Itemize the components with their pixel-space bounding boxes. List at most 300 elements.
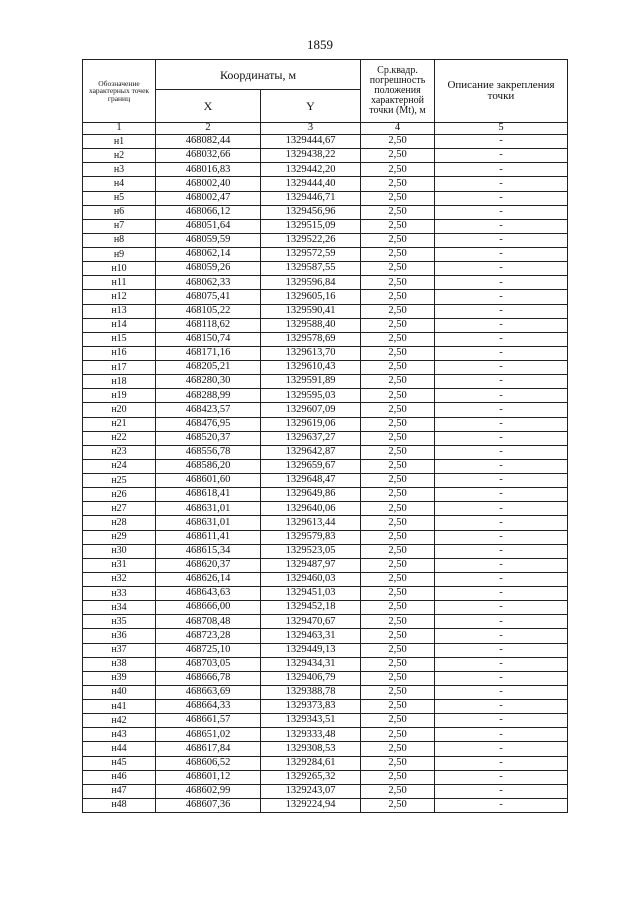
x-cell: 468611,41 — [156, 530, 261, 544]
x-cell: 468150,74 — [156, 332, 261, 346]
description-cell: - — [435, 502, 568, 516]
table-row — [83, 262, 568, 276]
x-cell: 468631,01 — [156, 516, 261, 530]
accuracy-cell: 2,50 — [361, 332, 435, 346]
accuracy-cell: 2,50 — [361, 375, 435, 389]
y-cell: 1329451,03 — [261, 587, 361, 601]
table-row — [83, 488, 568, 502]
table-row — [83, 798, 568, 812]
table-row — [83, 474, 568, 488]
table-row — [83, 361, 568, 375]
x-cell: 468617,84 — [156, 742, 261, 756]
point-cell: н18 — [83, 375, 156, 389]
description-cell: - — [435, 685, 568, 699]
y-cell: 1329434,31 — [261, 657, 361, 671]
accuracy-cell: 2,50 — [361, 205, 435, 219]
table-row — [83, 601, 568, 615]
accuracy-cell: 2,50 — [361, 544, 435, 558]
table-row — [83, 714, 568, 728]
accuracy-cell: 2,50 — [361, 163, 435, 177]
point-cell: н37 — [83, 643, 156, 657]
accuracy-cell: 2,50 — [361, 714, 435, 728]
y-cell: 1329515,09 — [261, 219, 361, 233]
accuracy-cell: 2,50 — [361, 135, 435, 149]
y-cell: 1329446,71 — [261, 191, 361, 205]
x-cell: 468606,52 — [156, 756, 261, 770]
header-description: Описание закрепления точки — [435, 60, 568, 123]
accuracy-cell: 2,50 — [361, 784, 435, 798]
y-cell: 1329522,26 — [261, 233, 361, 247]
x-cell: 468059,26 — [156, 262, 261, 276]
column-number-row — [83, 123, 568, 135]
x-cell: 468708,48 — [156, 615, 261, 629]
y-cell: 1329640,06 — [261, 502, 361, 516]
x-cell: 468051,64 — [156, 219, 261, 233]
description-cell: - — [435, 233, 568, 247]
table-row — [83, 728, 568, 742]
point-cell: н25 — [83, 474, 156, 488]
y-cell: 1329607,09 — [261, 403, 361, 417]
x-cell: 468666,78 — [156, 671, 261, 685]
table-row — [83, 643, 568, 657]
accuracy-cell: 2,50 — [361, 361, 435, 375]
description-cell: - — [435, 135, 568, 149]
point-cell: н4 — [83, 177, 156, 191]
description-cell: - — [435, 304, 568, 318]
table-row — [83, 459, 568, 473]
y-cell: 1329587,55 — [261, 262, 361, 276]
accuracy-cell: 2,50 — [361, 587, 435, 601]
x-cell: 468620,37 — [156, 558, 261, 572]
accuracy-cell: 2,50 — [361, 149, 435, 163]
x-cell: 468082,44 — [156, 135, 261, 149]
description-cell: - — [435, 558, 568, 572]
y-cell: 1329487,97 — [261, 558, 361, 572]
description-cell: - — [435, 262, 568, 276]
y-cell: 1329373,83 — [261, 700, 361, 714]
x-cell: 468066,12 — [156, 205, 261, 219]
x-cell: 468062,14 — [156, 248, 261, 262]
accuracy-cell: 2,50 — [361, 459, 435, 473]
description-cell: - — [435, 459, 568, 473]
table-row — [83, 502, 568, 516]
point-cell: н22 — [83, 431, 156, 445]
y-cell: 1329596,84 — [261, 276, 361, 290]
table-row — [83, 544, 568, 558]
table-row — [83, 276, 568, 290]
table-row — [83, 290, 568, 304]
description-cell: - — [435, 587, 568, 601]
point-cell: н19 — [83, 389, 156, 403]
description-cell: - — [435, 544, 568, 558]
table-row — [83, 403, 568, 417]
table-row — [83, 346, 568, 360]
accuracy-cell: 2,50 — [361, 191, 435, 205]
description-cell: - — [435, 346, 568, 360]
column-number: 4 — [361, 123, 435, 135]
y-cell: 1329452,18 — [261, 601, 361, 615]
y-cell: 1329456,96 — [261, 205, 361, 219]
y-cell: 1329463,31 — [261, 629, 361, 643]
table-row — [83, 135, 568, 149]
table-row — [83, 770, 568, 784]
point-cell: н1 — [83, 135, 156, 149]
y-cell: 1329442,20 — [261, 163, 361, 177]
column-number: 2 — [156, 123, 261, 135]
y-cell: 1329343,51 — [261, 714, 361, 728]
description-cell: - — [435, 770, 568, 784]
description-cell: - — [435, 375, 568, 389]
point-cell: н40 — [83, 685, 156, 699]
point-cell: н17 — [83, 361, 156, 375]
description-cell: - — [435, 714, 568, 728]
accuracy-cell: 2,50 — [361, 700, 435, 714]
x-cell: 468723,28 — [156, 629, 261, 643]
x-cell: 468703,05 — [156, 657, 261, 671]
table-row — [83, 671, 568, 685]
table-row — [83, 516, 568, 530]
description-cell: - — [435, 163, 568, 177]
y-cell: 1329333,48 — [261, 728, 361, 742]
description-cell: - — [435, 700, 568, 714]
accuracy-cell: 2,50 — [361, 643, 435, 657]
description-cell: - — [435, 417, 568, 431]
point-cell: н10 — [83, 262, 156, 276]
column-number: 5 — [435, 123, 568, 135]
point-cell: н15 — [83, 332, 156, 346]
point-cell: н46 — [83, 770, 156, 784]
point-cell: н34 — [83, 601, 156, 615]
accuracy-cell: 2,50 — [361, 798, 435, 812]
y-cell: 1329308,53 — [261, 742, 361, 756]
description-cell: - — [435, 643, 568, 657]
table-row — [83, 431, 568, 445]
accuracy-cell: 2,50 — [361, 431, 435, 445]
y-cell: 1329406,79 — [261, 671, 361, 685]
x-cell: 468661,57 — [156, 714, 261, 728]
header-x: X — [156, 90, 261, 123]
y-cell: 1329438,22 — [261, 149, 361, 163]
point-cell: н33 — [83, 587, 156, 601]
y-cell: 1329637,27 — [261, 431, 361, 445]
x-cell: 468288,99 — [156, 389, 261, 403]
accuracy-cell: 2,50 — [361, 389, 435, 403]
x-cell: 468280,30 — [156, 375, 261, 389]
y-cell: 1329444,40 — [261, 177, 361, 191]
y-cell: 1329449,13 — [261, 643, 361, 657]
x-cell: 468059,59 — [156, 233, 261, 247]
x-cell: 468171,16 — [156, 346, 261, 360]
x-cell: 468002,47 — [156, 191, 261, 205]
x-cell: 468664,33 — [156, 700, 261, 714]
x-cell: 468626,14 — [156, 572, 261, 586]
point-cell: н7 — [83, 219, 156, 233]
coordinates-table — [82, 59, 568, 813]
point-cell: н28 — [83, 516, 156, 530]
y-cell: 1329284,61 — [261, 756, 361, 770]
x-cell: 468423,57 — [156, 403, 261, 417]
table-row — [83, 163, 568, 177]
table-row — [83, 318, 568, 332]
header-row — [83, 60, 568, 90]
y-cell: 1329590,41 — [261, 304, 361, 318]
point-cell: н43 — [83, 728, 156, 742]
point-cell: н8 — [83, 233, 156, 247]
description-cell: - — [435, 205, 568, 219]
description-cell: - — [435, 318, 568, 332]
column-number: 3 — [261, 123, 361, 135]
accuracy-cell: 2,50 — [361, 262, 435, 276]
point-cell: н48 — [83, 798, 156, 812]
x-cell: 468476,95 — [156, 417, 261, 431]
y-cell: 1329265,32 — [261, 770, 361, 784]
accuracy-cell: 2,50 — [361, 615, 435, 629]
description-cell: - — [435, 445, 568, 459]
y-cell: 1329605,16 — [261, 290, 361, 304]
accuracy-cell: 2,50 — [361, 756, 435, 770]
table-row — [83, 587, 568, 601]
point-cell: н32 — [83, 572, 156, 586]
y-cell: 1329642,87 — [261, 445, 361, 459]
point-cell: н6 — [83, 205, 156, 219]
y-cell: 1329613,44 — [261, 516, 361, 530]
table-row — [83, 191, 568, 205]
y-cell: 1329579,83 — [261, 530, 361, 544]
x-cell: 468615,34 — [156, 544, 261, 558]
description-cell: - — [435, 389, 568, 403]
point-cell: н36 — [83, 629, 156, 643]
y-cell: 1329444,67 — [261, 135, 361, 149]
y-cell: 1329648,47 — [261, 474, 361, 488]
header-designation: Обозначение характерных точек границ — [83, 60, 156, 123]
table-row — [83, 375, 568, 389]
accuracy-cell: 2,50 — [361, 742, 435, 756]
table-row — [83, 629, 568, 643]
table-row — [83, 784, 568, 798]
point-cell: н12 — [83, 290, 156, 304]
description-cell: - — [435, 361, 568, 375]
page-number: 1859 — [307, 37, 333, 52]
table-row — [83, 417, 568, 431]
description-cell: - — [435, 219, 568, 233]
y-cell: 1329588,40 — [261, 318, 361, 332]
table-row — [83, 205, 568, 219]
point-cell: н11 — [83, 276, 156, 290]
accuracy-cell: 2,50 — [361, 502, 435, 516]
y-cell: 1329610,43 — [261, 361, 361, 375]
description-cell: - — [435, 572, 568, 586]
description-cell: - — [435, 149, 568, 163]
accuracy-cell: 2,50 — [361, 671, 435, 685]
table-row — [83, 233, 568, 247]
y-cell: 1329659,67 — [261, 459, 361, 473]
table-row — [83, 445, 568, 459]
table-row — [83, 304, 568, 318]
header-y: Y — [261, 90, 361, 123]
accuracy-cell: 2,50 — [361, 219, 435, 233]
description-cell: - — [435, 530, 568, 544]
table-row — [83, 332, 568, 346]
table-body — [83, 135, 568, 813]
description-cell: - — [435, 474, 568, 488]
table-row — [83, 685, 568, 699]
description-cell: - — [435, 784, 568, 798]
point-cell: н39 — [83, 671, 156, 685]
accuracy-cell: 2,50 — [361, 516, 435, 530]
point-cell: н2 — [83, 149, 156, 163]
accuracy-cell: 2,50 — [361, 290, 435, 304]
table-row — [83, 177, 568, 191]
y-cell: 1329578,69 — [261, 332, 361, 346]
point-cell: н42 — [83, 714, 156, 728]
y-cell: 1329243,07 — [261, 784, 361, 798]
table-row — [83, 756, 568, 770]
description-cell: - — [435, 798, 568, 812]
y-cell: 1329591,89 — [261, 375, 361, 389]
x-cell: 468602,99 — [156, 784, 261, 798]
description-cell: - — [435, 671, 568, 685]
description-cell: - — [435, 728, 568, 742]
point-cell: н5 — [83, 191, 156, 205]
description-cell: - — [435, 516, 568, 530]
point-cell: н30 — [83, 544, 156, 558]
point-cell: н35 — [83, 615, 156, 629]
x-cell: 468643,63 — [156, 587, 261, 601]
x-cell: 468651,02 — [156, 728, 261, 742]
table-row — [83, 742, 568, 756]
description-cell: - — [435, 403, 568, 417]
x-cell: 468105,22 — [156, 304, 261, 318]
description-cell: - — [435, 742, 568, 756]
accuracy-cell: 2,50 — [361, 417, 435, 431]
x-cell: 468663,69 — [156, 685, 261, 699]
table-row — [83, 572, 568, 586]
x-cell: 468601,12 — [156, 770, 261, 784]
description-cell: - — [435, 601, 568, 615]
accuracy-cell: 2,50 — [361, 558, 435, 572]
y-cell: 1329470,67 — [261, 615, 361, 629]
accuracy-cell: 2,50 — [361, 728, 435, 742]
x-cell: 468586,20 — [156, 459, 261, 473]
x-cell: 468601,60 — [156, 474, 261, 488]
x-cell: 468205,21 — [156, 361, 261, 375]
description-cell: - — [435, 332, 568, 346]
point-cell: н21 — [83, 417, 156, 431]
point-cell: н27 — [83, 502, 156, 516]
point-cell: н29 — [83, 530, 156, 544]
accuracy-cell: 2,50 — [361, 530, 435, 544]
point-cell: н14 — [83, 318, 156, 332]
table-row — [83, 657, 568, 671]
point-cell: н20 — [83, 403, 156, 417]
x-cell: 468556,78 — [156, 445, 261, 459]
y-cell: 1329460,03 — [261, 572, 361, 586]
accuracy-cell: 2,50 — [361, 629, 435, 643]
description-cell: - — [435, 657, 568, 671]
description-cell: - — [435, 191, 568, 205]
table-row — [83, 248, 568, 262]
accuracy-cell: 2,50 — [361, 233, 435, 247]
accuracy-cell: 2,50 — [361, 572, 435, 586]
description-cell: - — [435, 488, 568, 502]
accuracy-cell: 2,50 — [361, 318, 435, 332]
x-cell: 468520,37 — [156, 431, 261, 445]
point-cell: н41 — [83, 700, 156, 714]
y-cell: 1329619,06 — [261, 417, 361, 431]
table-row — [83, 615, 568, 629]
accuracy-cell: 2,50 — [361, 276, 435, 290]
x-cell: 468002,40 — [156, 177, 261, 191]
column-number: 1 — [83, 123, 156, 135]
accuracy-cell: 2,50 — [361, 685, 435, 699]
x-cell: 468725,10 — [156, 643, 261, 657]
point-cell: н9 — [83, 248, 156, 262]
table-row — [83, 700, 568, 714]
description-cell: - — [435, 756, 568, 770]
point-cell: н23 — [83, 445, 156, 459]
x-cell: 468032,66 — [156, 149, 261, 163]
y-cell: 1329613,70 — [261, 346, 361, 360]
description-cell: - — [435, 629, 568, 643]
accuracy-cell: 2,50 — [361, 248, 435, 262]
table-row — [83, 530, 568, 544]
x-cell: 468631,01 — [156, 502, 261, 516]
description-cell: - — [435, 615, 568, 629]
point-cell: н24 — [83, 459, 156, 473]
description-cell: - — [435, 431, 568, 445]
point-cell: н26 — [83, 488, 156, 502]
x-cell: 468016,83 — [156, 163, 261, 177]
point-cell: н3 — [83, 163, 156, 177]
accuracy-cell: 2,50 — [361, 445, 435, 459]
accuracy-cell: 2,50 — [361, 304, 435, 318]
y-cell: 1329572,59 — [261, 248, 361, 262]
description-cell: - — [435, 248, 568, 262]
point-cell: н45 — [83, 756, 156, 770]
accuracy-cell: 2,50 — [361, 346, 435, 360]
header-coordinates: Координаты, м — [156, 60, 361, 90]
accuracy-cell: 2,50 — [361, 657, 435, 671]
point-cell: н16 — [83, 346, 156, 360]
description-cell: - — [435, 290, 568, 304]
header-accuracy: Ср.квадр. погрешность положения характерной точки (Mt), м — [361, 60, 435, 123]
x-cell: 468618,41 — [156, 488, 261, 502]
accuracy-cell: 2,50 — [361, 770, 435, 784]
accuracy-cell: 2,50 — [361, 403, 435, 417]
x-cell: 468118,62 — [156, 318, 261, 332]
accuracy-cell: 2,50 — [361, 177, 435, 191]
description-cell: - — [435, 177, 568, 191]
x-cell: 468607,36 — [156, 798, 261, 812]
y-cell: 1329523,05 — [261, 544, 361, 558]
y-cell: 1329595,03 — [261, 389, 361, 403]
description-cell: - — [435, 276, 568, 290]
point-cell: н44 — [83, 742, 156, 756]
table-row — [83, 219, 568, 233]
y-cell: 1329224,94 — [261, 798, 361, 812]
point-cell: н31 — [83, 558, 156, 572]
x-cell: 468666,00 — [156, 601, 261, 615]
table-row — [83, 389, 568, 403]
table-row — [83, 558, 568, 572]
accuracy-cell: 2,50 — [361, 474, 435, 488]
accuracy-cell: 2,50 — [361, 601, 435, 615]
point-cell: н38 — [83, 657, 156, 671]
y-cell: 1329388,78 — [261, 685, 361, 699]
y-cell: 1329649,86 — [261, 488, 361, 502]
point-cell: н13 — [83, 304, 156, 318]
accuracy-cell: 2,50 — [361, 488, 435, 502]
